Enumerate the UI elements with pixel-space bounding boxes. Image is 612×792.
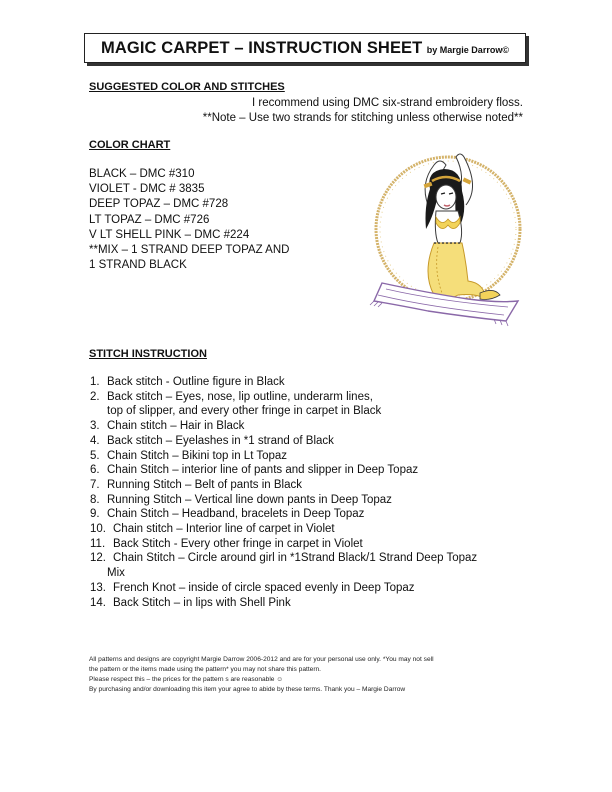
- list-item: 11. Back Stitch - Every other fringe in carpet in Violet: [90, 537, 363, 550]
- list-item: 8. Running Stitch – Vertical line down pants in Deep Topaz: [90, 493, 392, 506]
- footer-line: By purchasing and/or downloading this item your agree to abide by these terms. Thank you – Margie Darrow: [89, 686, 406, 693]
- footer-line: All patterns and designs are copyright Margie Darrow 2006-2012 and are for your personal use only. *You may not sell: [89, 656, 434, 663]
- color-item: LT TOPAZ – DMC #726: [89, 213, 210, 226]
- list-item: 3. Chain stitch – Hair in Black: [90, 420, 245, 433]
- list-item: 6. Chain Stitch – interior line of pants and slipper in Deep Topaz: [90, 464, 419, 477]
- strands-note: **Note – Use two strands for stitching unless otherwise noted**: [202, 112, 523, 124]
- stitch-instruction-list: [90, 375, 477, 610]
- page-title: MAGIC CARPET – INSTRUCTION SHEET: [101, 39, 423, 57]
- genie-girl-illustration: [368, 143, 528, 343]
- list-item: 12. Chain Stitch – Circle around girl in *1Strand Black/1 Strand Deep Topaz Mix: [90, 552, 478, 580]
- list-item: 9. Chain Stitch – Headband, bracelets in Deep Topaz: [90, 508, 365, 521]
- list-item: 7. Running Stitch – Belt of pants in Black: [90, 478, 302, 491]
- suggested-heading: SUGGESTED COLOR AND STITCHES: [89, 81, 285, 93]
- color-item: **MIX – 1 STRAND DEEP TOPAZ AND: [89, 244, 290, 257]
- footer-line: Please respect this – the prices for the pattern s are reasonable ☺: [89, 676, 284, 683]
- color-item: DEEP TOPAZ – DMC #728: [89, 198, 229, 211]
- title-box: [84, 33, 526, 63]
- color-chart-list: [89, 167, 289, 273]
- color-item: VIOLET - DMC # 3835: [89, 183, 205, 196]
- color-chart-heading: COLOR CHART: [89, 139, 171, 151]
- stitch-instruction-heading: STITCH INSTRUCTION: [89, 348, 207, 360]
- list-item: 13. French Knot – inside of circle spaced evenly in Deep Topaz: [90, 581, 415, 594]
- list-item: 5. Chain Stitch – Bikini top in Lt Topaz: [90, 449, 288, 462]
- list-item: 14. Back Stitch – in lips with Shell Pink: [90, 596, 291, 609]
- list-item: 1. Back stitch - Outline figure in Black: [90, 376, 285, 388]
- footer-line: the pattern or the items made using the pattern* you may not share this pattern.: [89, 666, 322, 673]
- floss-recommendation: I recommend using DMC six-strand embroidery floss.: [252, 97, 523, 109]
- color-item: BLACK – DMC #310: [89, 168, 195, 180]
- list-item: 2. Back stitch – Eyes, nose, lip outline, underarm lines, top of slipper, and every other fringe in carpet in Black: [90, 390, 382, 418]
- author-credit: by Margie Darrow©: [426, 45, 509, 55]
- color-item: 1 STRAND BLACK: [89, 259, 187, 272]
- list-item: 4. Back stitch – Eyelashes in *1 strand of Black: [90, 434, 334, 447]
- list-item: 10. Chain stitch – Interior line of carpet in Violet: [90, 523, 335, 536]
- copyright-footer: [89, 655, 529, 695]
- color-item: V LT SHELL PINK – DMC #224: [89, 228, 250, 241]
